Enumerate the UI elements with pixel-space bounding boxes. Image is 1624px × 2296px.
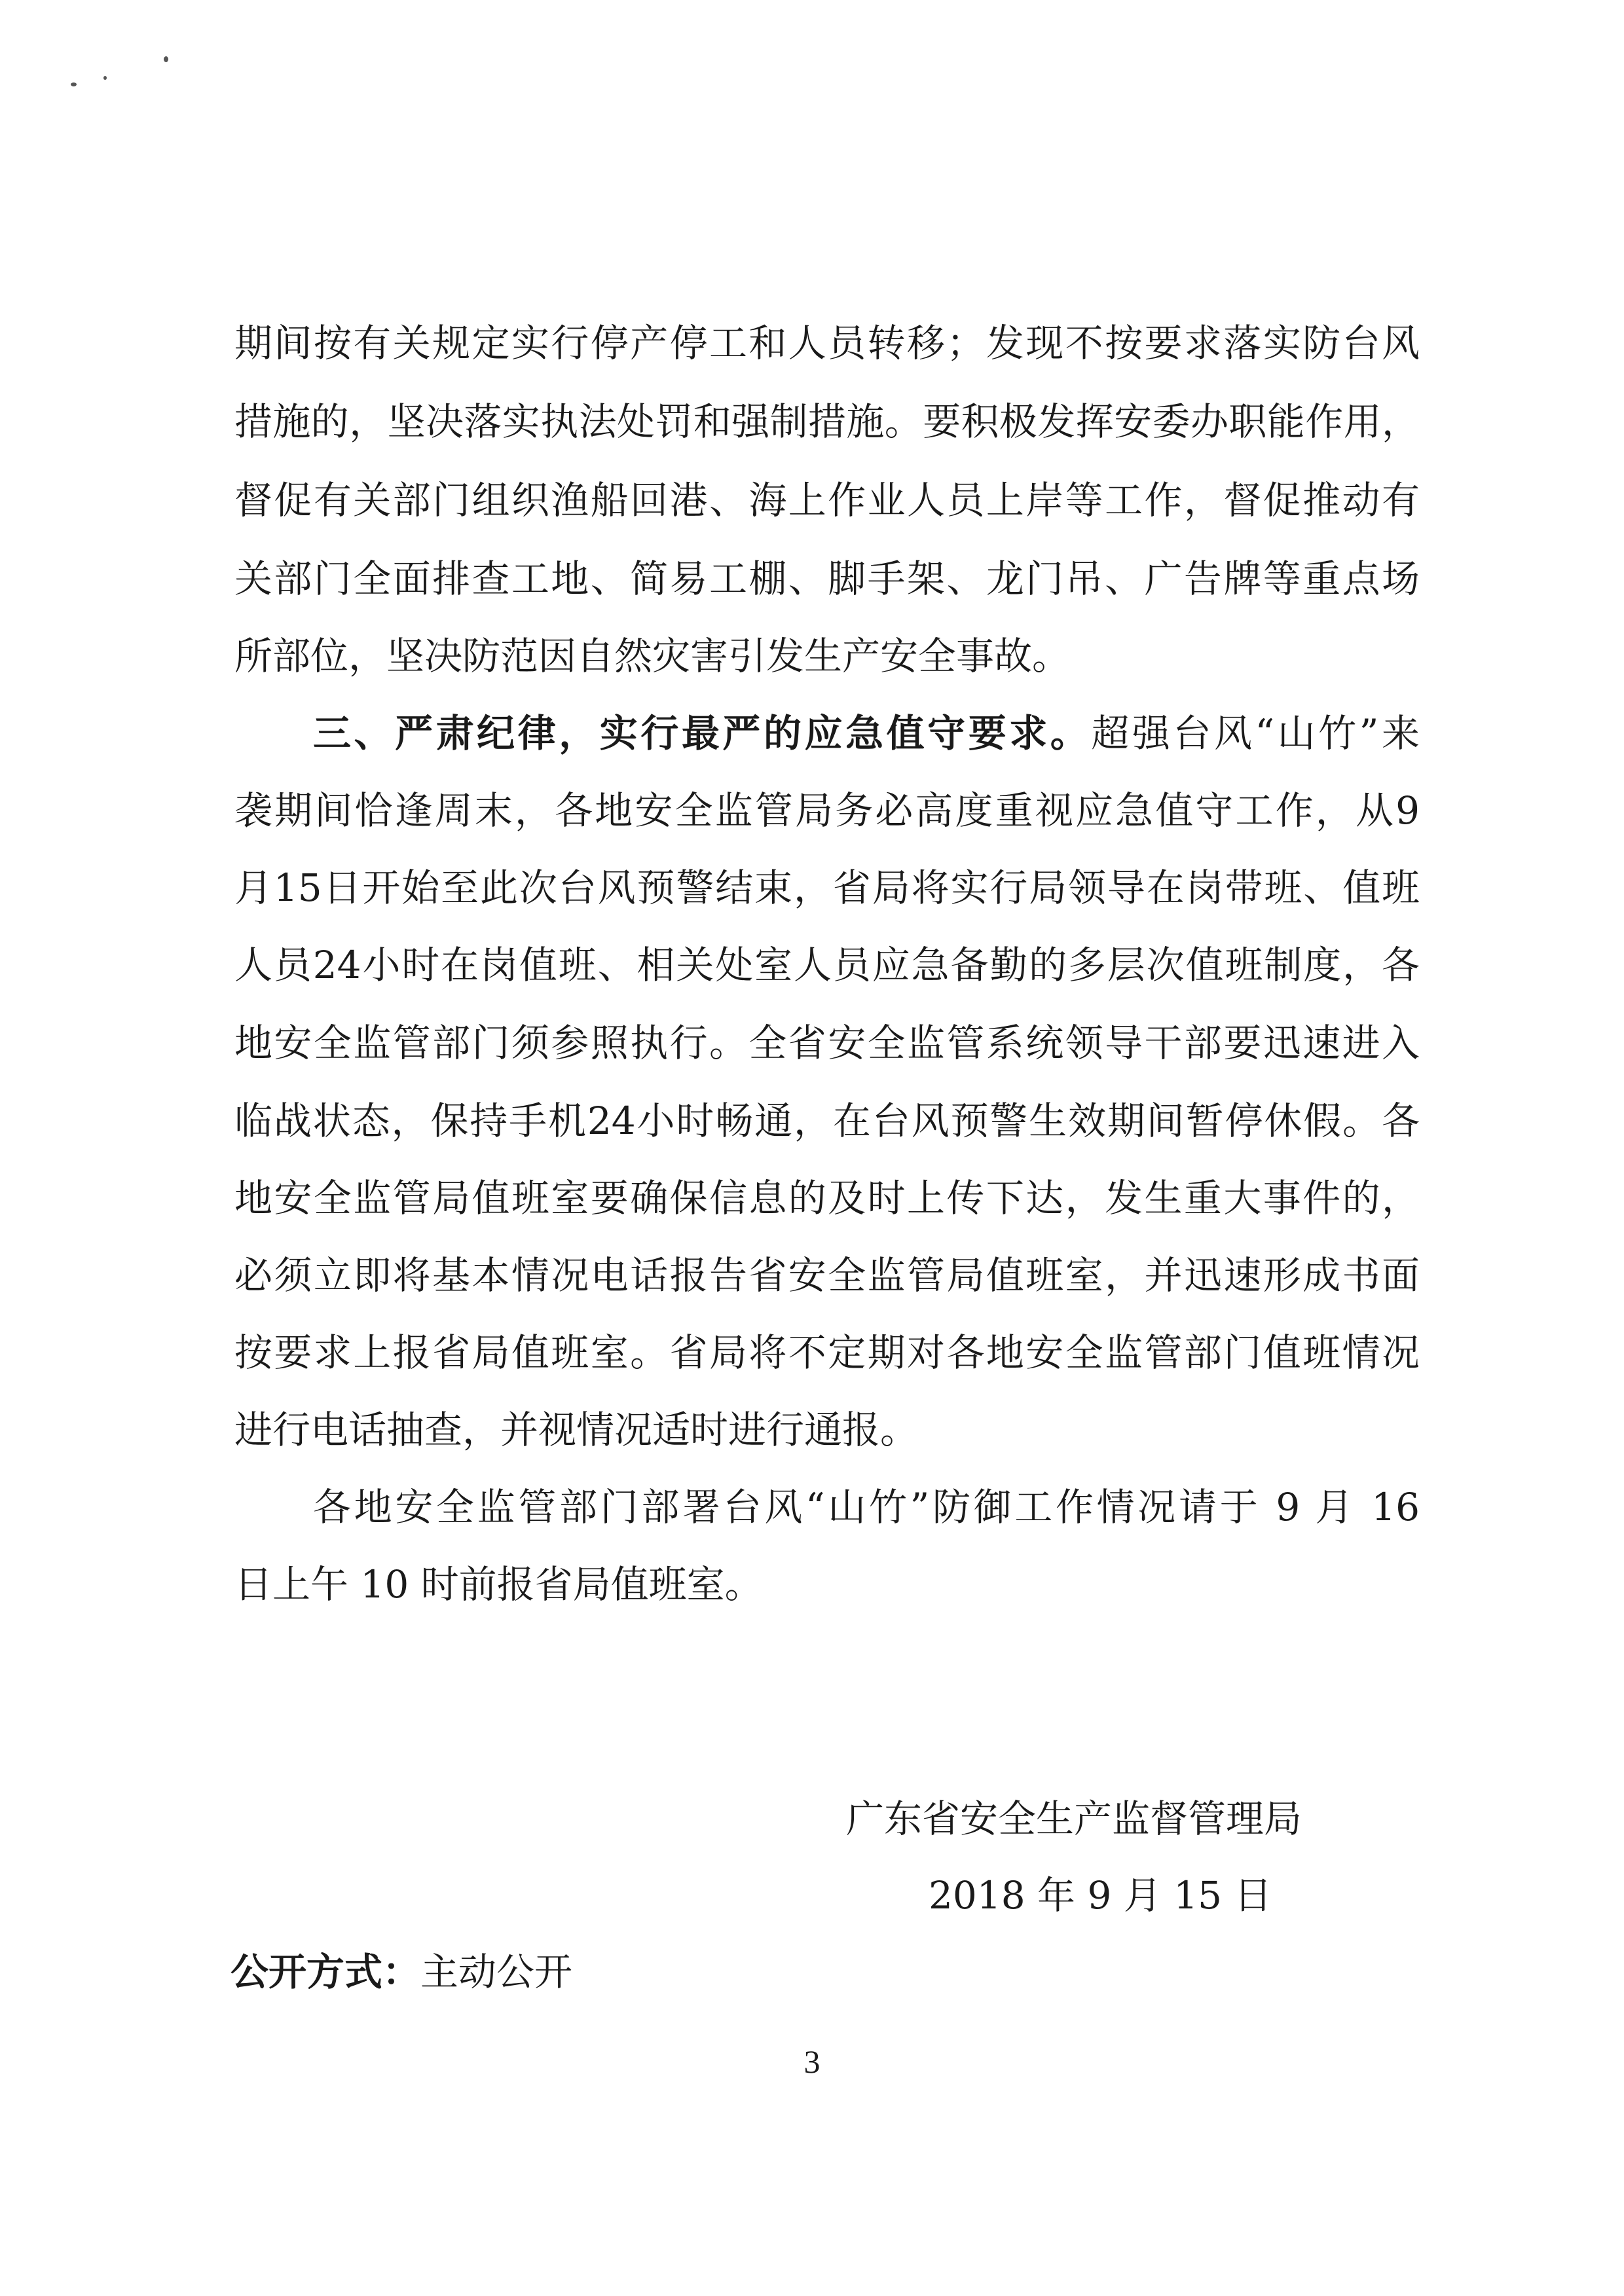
paragraph-2-line-5: 地安全监管部门须参照执行。全省安全监管系统领导干部要迅速进入 [234, 1021, 1420, 1065]
signing-organization: 广东省安全生产监督管理局 [846, 1796, 1302, 1841]
signing-date: 2018 年 9 月 15 日 [929, 1873, 1272, 1918]
paragraph-2-line-10: 进行电话抽查，并视情况适时进行通报。 [234, 1408, 919, 1452]
paragraph-1-line-4: 关部门全面排查工地、简易工棚、脚手架、龙门吊、广告牌等重点场 [234, 556, 1420, 601]
paragraph-2-line-4: 人员24小时在岗值班、相关处室人员应急备勤的多层次值班制度，各 [234, 943, 1420, 987]
paragraph-1-line-1: 期间按有关规定实行停产停工和人员转移；发现不按要求落实防台风 [234, 321, 1420, 365]
disclosure-label: 公开方式： [231, 1950, 421, 1994]
scan-speck [164, 56, 168, 62]
section-heading: 三、严肃纪律，实行最严的应急值守要求。 [313, 711, 1092, 756]
paragraph-2-line-1 [313, 707, 1420, 759]
paragraph-2-line-1-rest: 超强台风“山竹”来 [1091, 711, 1420, 756]
paragraph-1-line-2: 措施的，坚决落实执法处罚和强制措施。要积极发挥安委办职能作用， [234, 399, 1420, 444]
paragraph-3-line-1: 各地安全监管部门部署台风“山竹”防御工作情况请于 9 月 16 [313, 1485, 1420, 1529]
paragraph-2-line-7: 地安全监管局值班室要确保信息的及时上传下达，发生重大事件的， [234, 1176, 1420, 1220]
disclosure-line [231, 1946, 572, 1998]
paragraph-2-line-6: 临战状态，保持手机24小时畅通，在台风预警生效期间暂停休假。各 [234, 1099, 1420, 1143]
page-number: 3 [803, 2043, 821, 2080]
paragraph-2-line-2: 袭期间恰逢周末，各地安全监管局务必高度重视应急值守工作，从9 [234, 788, 1420, 833]
paragraph-2-line-9: 按要求上报省局值班室。省局将不定期对各地安全监管部门值班情况 [234, 1330, 1420, 1375]
scan-speck [103, 76, 107, 80]
paragraph-3-line-2: 日上午 10 时前报省局值班室。 [234, 1562, 763, 1607]
paragraph-2-line-8: 必须立即将基本情况电话报告省安全监管局值班室，并迅速形成书面 [234, 1253, 1420, 1298]
paragraph-1-line-3: 督促有关部门组织渔船回港、海上作业人员上岸等工作，督促推动有 [234, 478, 1420, 522]
paragraph-2-line-3: 月15日开始至此次台风预警结束，省局将实行局领导在岗带班、值班 [234, 866, 1420, 910]
scan-speck [71, 82, 77, 86]
disclosure-value: 主动公开 [420, 1950, 573, 1994]
paragraph-1-line-5: 所部位，坚决防范因自然灾害引发生产安全事故。 [234, 634, 1071, 678]
